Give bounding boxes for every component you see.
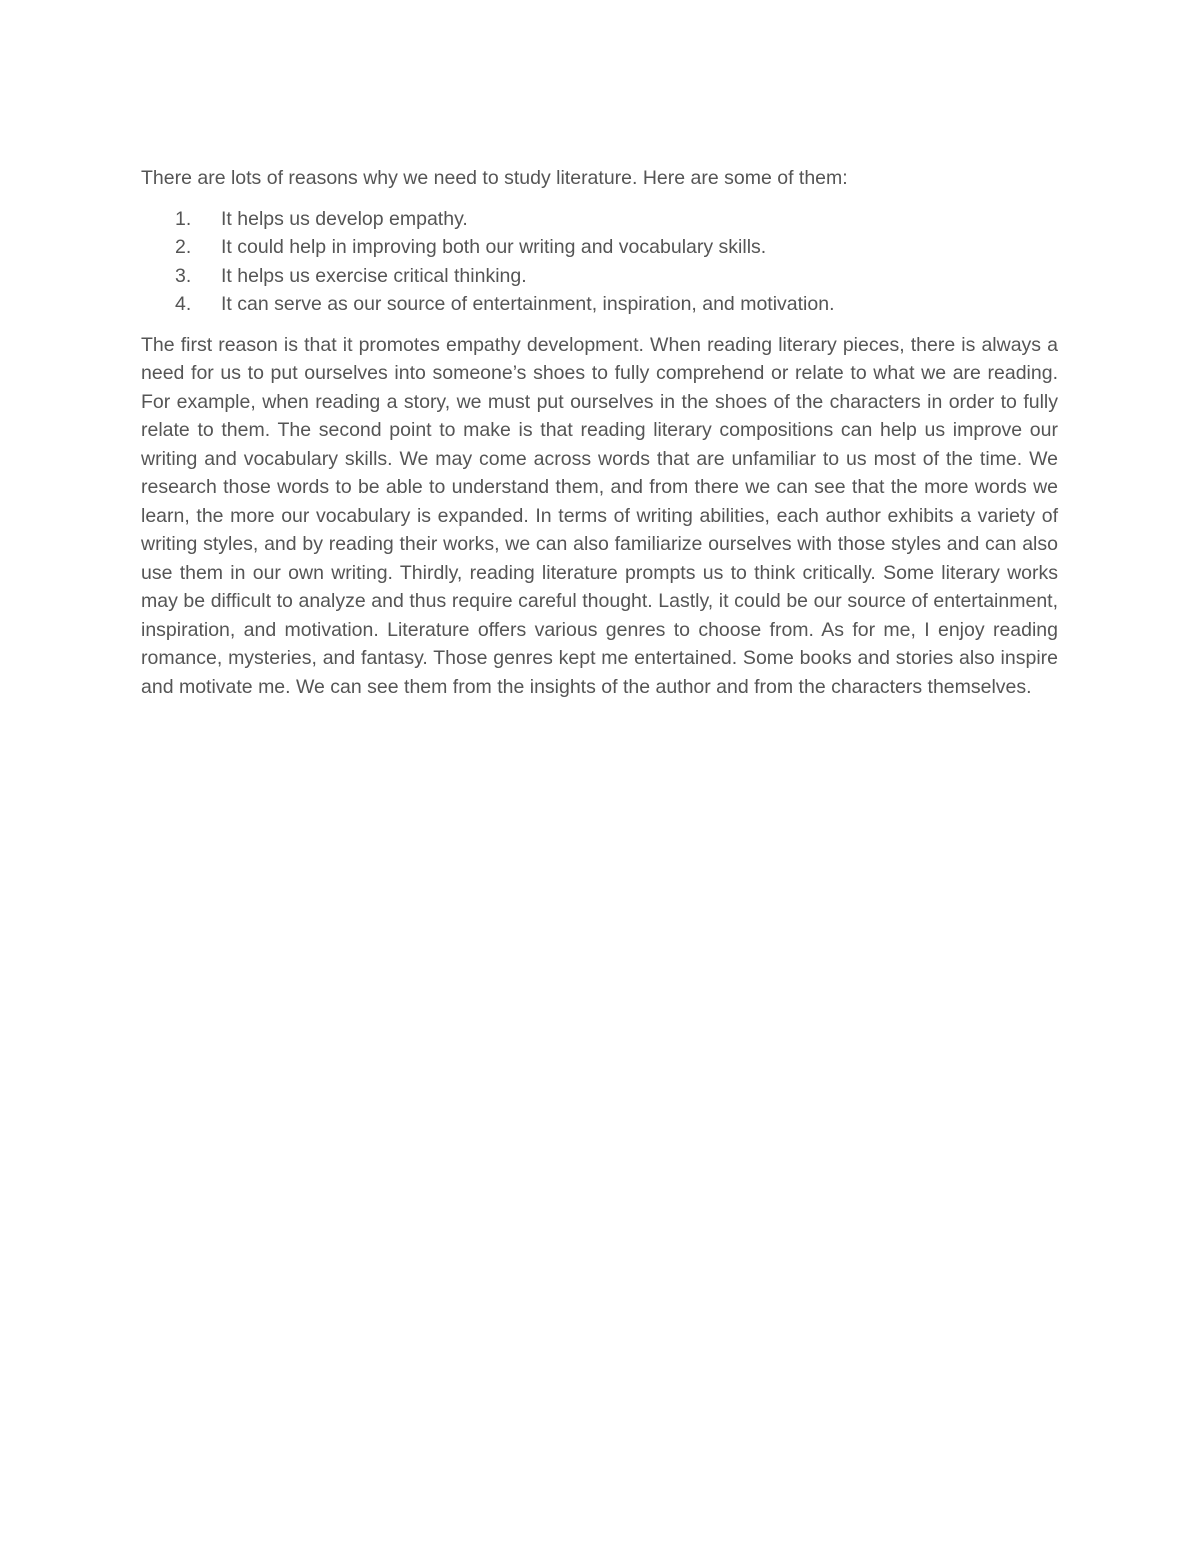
list-item-text: It could help in improving both our writing and vocabulary skills.: [221, 236, 767, 258]
list-item-text: It helps us develop empathy.: [221, 207, 468, 230]
list-item: [141, 290, 1058, 319]
reasons-list: [141, 205, 1058, 319]
list-item: [141, 262, 1058, 291]
list-item-number: 1.: [175, 207, 192, 230]
intro-paragraph: There are lots of reasons why we need to study literature. Here are some of them:: [141, 167, 848, 189]
list-item-number: 4.: [175, 293, 192, 315]
list-item-number: 2.: [175, 236, 192, 258]
list-item-text: It helps us exercise critical thinking.: [221, 264, 527, 287]
list-item-text: It can serve as our source of entertainment, inspiration, and motivation.: [221, 293, 835, 315]
document-content: [141, 164, 1058, 701]
list-item: [141, 205, 1058, 234]
list-item: [141, 233, 1058, 262]
body-paragraph: The first reason is that it promotes empathy development. When reading literary pieces, there is always a need for us to put ourselves into someone’s shoes to fully comprehend or relate to what we are reading. For example, when reading a story, we must put ourselves in the shoes of the characters in order to fully relate to them. The second point to make is that reading literary compositions can help us improve our writing and vocabulary skills. We may come across words that are unfamiliar to us most of the time. We research those words to be able to understand them, and from there we can see that the more words we learn, the more our vocabulary is expanded. In terms of writing abilities, each author exhibits a variety of writing styles, and by reading their works, we can also familiarize ourselves with those styles and can also use them in our own writing. Thirdly, reading literature prompts us to think critically. Some literary works may be difficult to analyze and thus require careful thought. Lastly, it could be our source of entertainment, inspiration, and motivation. Literature offers various genres to choose from. As for me, I enjoy reading romance, mysteries, and fantasy. Those genres kept me entertained. Some books and stories also inspire and motivate me. We can see them from the insights of the author and from the characters themselves.: [141, 333, 1058, 698]
list-item-number: 3.: [175, 264, 192, 287]
